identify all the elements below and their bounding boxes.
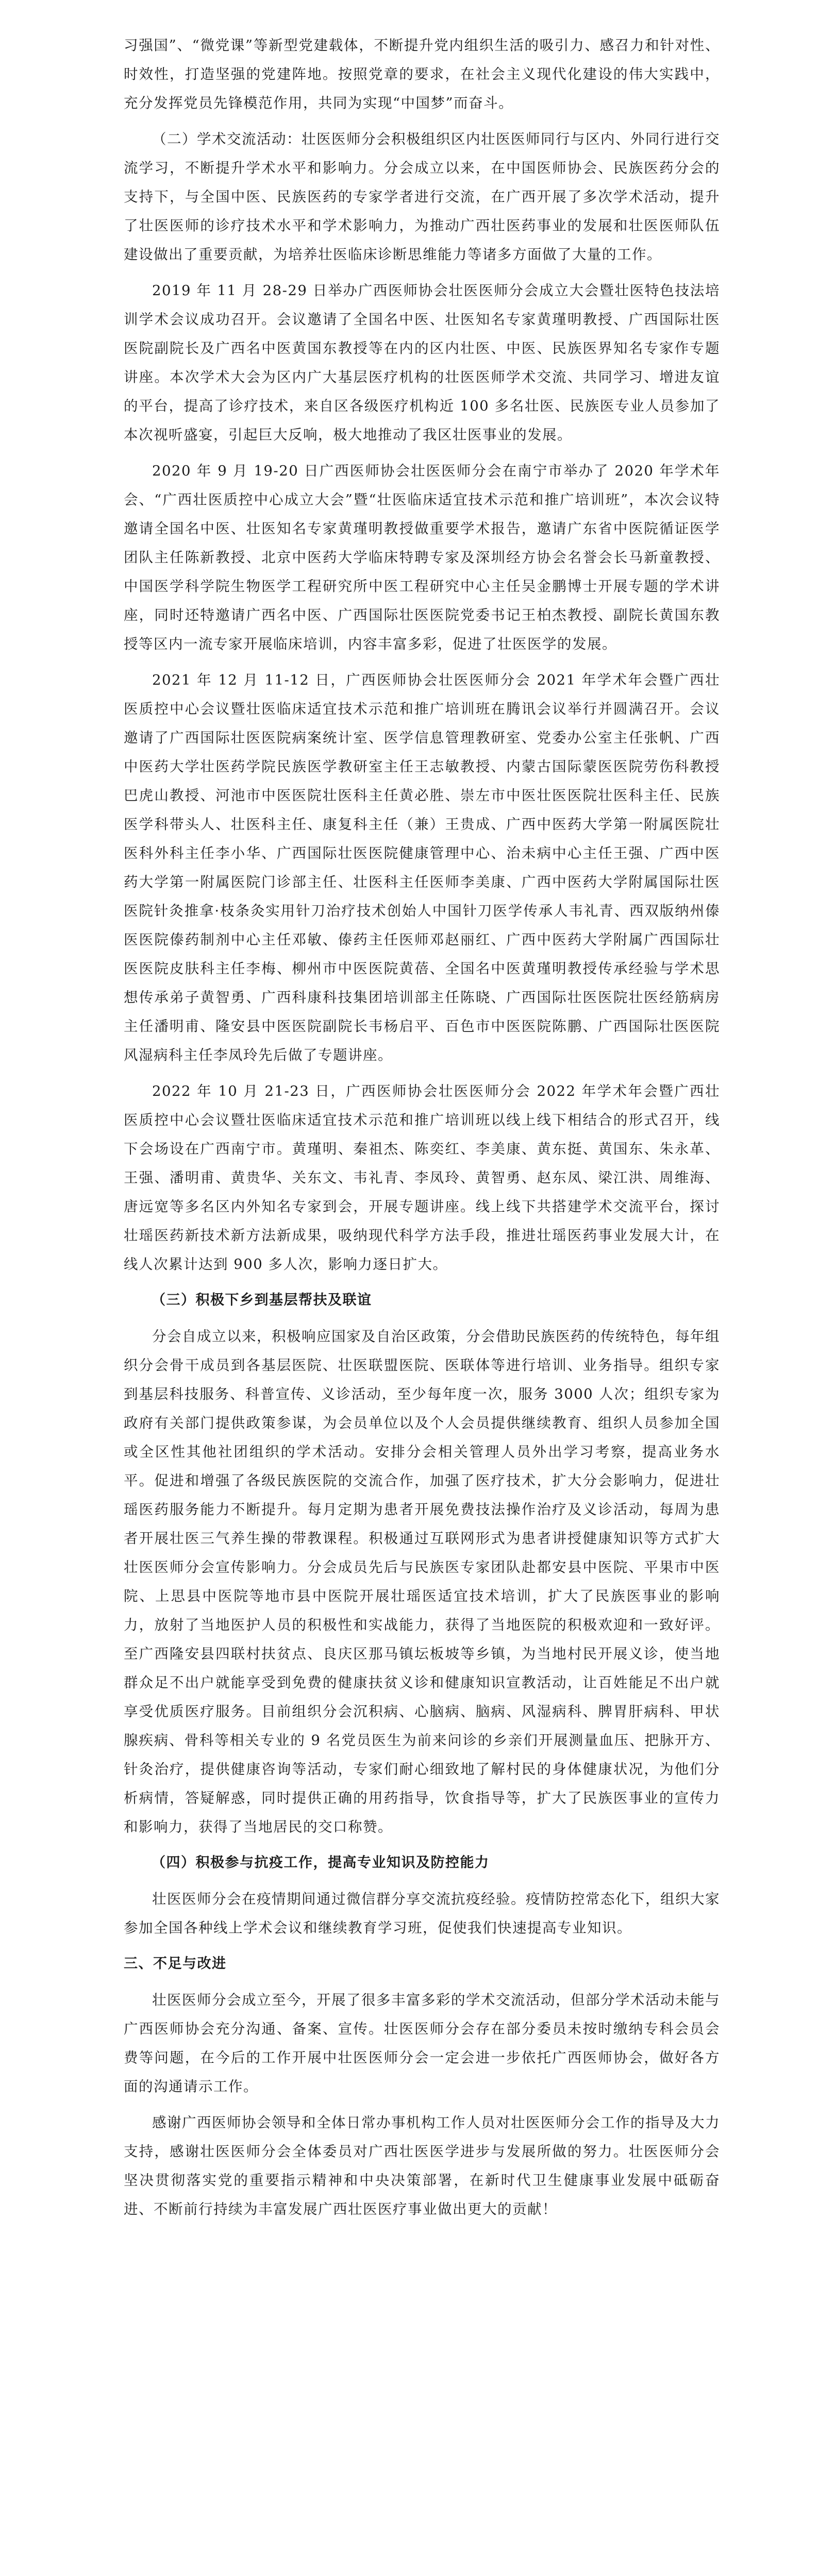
paragraph: 2019 年 11 月 28-29 日举办广西医师协会壮医医师分会成立大会暨壮医特色技法培训学术会议成功召开。会议邀请了全国名中医、壮医知名专家黄瑾明教授、广西国际壮医医院副院长及广西名中医黄国东教授等在内的区内壮医、中医、民族医界知名专家作专题讲座。本次学术大会为区内广大基层医疗机构的壮医医师学术交流、共同学习、增进友谊的平台，提高了诊疗技术，来自区各级医疗机构近 100 多名壮医、民族医专业人员参加了本次视听盛宴，引起巨大反响，极大地推动了我区壮医事业的发展。 xyxy=(124,282,720,443)
paragraph: 感谢广西医师协会领导和全体日常办事机构工作人员对壮医医师分会工作的指导及大力支持，感谢壮医医师分会全体委员对广西壮医医学进步与发展所做的努力。壮医医师分会坚决贯彻落实党的重要指示精神和中央决策部署，在新时代卫生健康事业发展中砥砺奋进、不断前行持续为丰富发展广西壮医医疗事业做出更大的贡献！ xyxy=(124,2114,720,2217)
chapter-heading: 三、不足与改进 xyxy=(124,1956,227,1972)
paragraph: 2020 年 9 月 19-20 日广西医师协会壮医医师分会在南宁市举办了 2020 年学术年会、“广西壮医质控中心成立大会”暨“壮医临床适宜技术示范和推广培训班”，本次会议特邀请全国名中医、壮医知名专家黄瑾明教授做重要学术报告，邀请广东省中医院循证医学团队主任陈新教授、北京中医药大学临床特聘专家及深圳经方协会名誉会长马新童教授、中国医学科学院生物医学工程研究所中医工程研究中心主任吴金鹏博士开展专题的学术讲座，同时还特邀请广西名中医、广西国际壮医医院党委书记王柏杰教授、副院长黄国东教授等区内一流专家开展临床培训，内容丰富多彩，促进了壮医医学的发展。 xyxy=(124,463,720,652)
paragraph: 2022 年 10 月 21-23 日，广西医师协会壮医医师分会 2022 年学术年会暨广西壮医质控中心会议暨壮医临床适宜技术示范和推广培训班以线上线下相结合的形式召开，线下会场设在广西南宁市。黄瑾明、秦祖杰、陈奕红、李美康、黄东挺、黄国东、朱永革、王强、潘明甫、黄贵华、关东文、韦礼青、李凤玲、黄智勇、赵东凤、梁江洪、周维海、唐远宽等多名区内外知名专家到会，开展专题讲座。线上线下共搭建学术交流平台，探讨壮瑶医药新技术新方法新成果，吸纳现代科学方法手段，推进壮瑶医药事业发展大计，在线人次累计达到 900 多人次，影响力逐日扩大。 xyxy=(124,1083,720,1273)
paragraph: 2021 年 12 月 11-12 日，广西医师协会壮医医师分会 2021 年学术年会暨广西壮医质控中心会议暨壮医临床适宜技术示范和推广培训班在腾讯会议举行并圆满召开。会议邀请了广西国际壮医医院病案统计室、医学信息管理教研室、党委办公室主任张帆、广西中医药大学壮医药学院民族医学教研室主任王志敏教授、内蒙古国际蒙医医院劳伤科教授巴虎山教授、河池市中医医院壮医科主任黄必胜、崇左市中医壮医医院壮医科主任、民族医学科带头人、壮医科主任、康复科主任（兼）王贵成、广西中医药大学第一附属医院壮医科外科主任李小华、广西国际壮医医院健康管理中心、治未病中心主任王强、广西中医药大学第一附属医院门诊部主任、壮医科主任医师李美康、广西中医药大学附属国际壮医医院针灸推拿·枝条灸实用针刀治疗技术创始人中国针刀医学传承人韦礼青、西双版纳州傣医医院傣药制剂中心主任邓敏、傣药主任医师邓赵丽红、广西中医药大学附属广西国际壮医医院皮肤科主任李梅、柳州市中医医院黄蓓、全国名中医黄瑾明教授传承经验与学术思想传承弟子黄智勇、广西科康科技集团培训部主任陈晓、广西国际壮医医院壮医经筋病房主任潘明甫、隆安县中医医院副院长韦杨启平、百色市中医医院陈鹏、广西国际壮医医院风湿病科主任李凤玲先后做了专题讲座。 xyxy=(124,672,720,1063)
paragraph: 习强国”、“微党课”等新型党建载体，不断提升党内组织生活的吸引力、感召力和针对性、时效性，打造坚强的党建阵地。按照党章的要求，在社会主义现代化建设的伟大实践中，充分发挥党员先锋模范作用，共同为实现“中国梦”而奋斗。 xyxy=(124,37,720,111)
paragraph: （二）学术交流活动：壮医医师分会积极组织区内壮医医师同行与区内、外同行进行交流学习，不断提升学术水平和影响力。分会成立以来，在中国医师协会、民族医药分会的支持下，与全国中医、民族医药的专家学者进行交流，在广西开展了多次学术活动，提升了壮医医师的诊疗技术水平和学术影响力，为推动广西壮医药事业的发展和壮医医师队伍建设做出了重要贡献，为培养壮医临床诊断思维能力等诸多方面做了大量的工作。 xyxy=(124,131,720,263)
paragraph: 分会自成立以来，积极响应国家及自治区政策，分会借助民族医药的传统特色，每年组织分会骨干成员到各基层医院、壮医联盟医院、医联体等进行培训、业务指导。组织专家到基层科技服务、科普宣传、义诊活动，至少每年度一次，服务 3000 人次；组织专家为政府有关部门提供政策参谋，为会员单位以及个人会员提供继续教育、组织人员参加全国或全区性其他社团组织的学术活动。安排分会相关管理人员外出学习考察，提高业务水平。促进和增强了各级民族医院的交流合作，加强了医疗技术，扩大分会影响力，促进壮瑶医药服务能力不断提升。每月定期为患者开展免费技法操作治疗及义诊活动，每周为患者开展壮医三气养生操的带教课程。积极通过互联网形式为患者讲授健康知识等方式扩大壮医医师分会宣传影响力。分会成员先后与民族医专家团队赴都安县中医院、平果市中医院、上思县中医院等地市县中医院开展壮瑶医适宜技术培训，扩大了民族医事业的影响力，放射了当地医护人员的积极性和实战能力，获得了当地医院的积极欢迎和一致好评。至广西隆安县四联村扶贫点、良庆区那马镇坛板坡等乡镇，为当地村民开展义诊，使当地群众足不出户就能享受到免费的健康扶贫义诊和健康知识宣教活动，让百姓能足不出户就享受优质医疗服务。目前组织分会沉积病、心脑病、脑病、风湿病科、脾胃肝病科、甲状腺疾病、骨科等相关专业的 9 名党员医生为前来问诊的乡亲们开展测量血压、把脉开方、针灸治疗，提供健康咨询等活动，专家们耐心细致地了解村民的身体健康状况，为他们分析病情，答疑解惑，同时提供正确的用药指导，饮食指导等，扩大了民族医事业的宣传力和影响力，获得了当地居民的交口称赞。 xyxy=(124,1328,720,1835)
section-heading: （四）积极参与抗疫工作，提高专业知识及防控能力 xyxy=(152,1855,490,1871)
paragraph: 壮医医师分会在疫情期间通过微信群分享交流抗疫经验。疫情防控常态化下，组织大家参加全国各种线上学术会议和继续教育学习班，促使我们快速提高专业知识。 xyxy=(124,1891,720,1936)
section-heading: （三）积极下乡到基层帮扶及联谊 xyxy=(152,1292,372,1308)
paragraph: 壮医医师分会成立至今，开展了很多丰富多彩的学术交流活动，但部分学术活动未能与广西医师协会充分沟通、备案、宣传。壮医医师分会存在部分委员未按时缴纳专科会员会费等问题，在今后的工作开展中壮医医师分会一定会进一步依托广西医师协会，做好各方面的沟通请示工作。 xyxy=(124,1992,720,2095)
